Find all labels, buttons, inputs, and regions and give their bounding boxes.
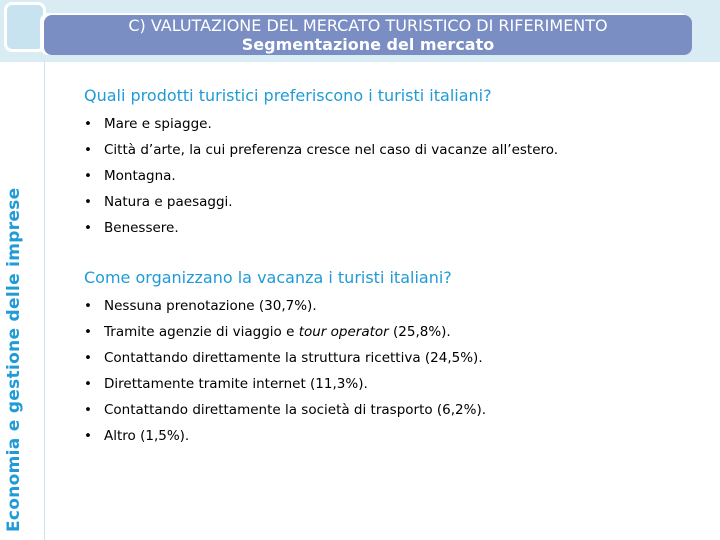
- list-item: • Benessere.: [84, 220, 179, 236]
- bullet-icon: •: [84, 142, 92, 158]
- bullet-icon: •: [84, 168, 92, 184]
- list-item: • Città d’arte, la cui preferenza cresce nel caso di vacanze all’estero.: [84, 142, 559, 158]
- section2-list: [84, 297, 486, 453]
- list-item: • Mare e spiagge.: [84, 116, 212, 132]
- emphasis-text: tour operator: [298, 324, 389, 340]
- list-item: • Montagna.: [84, 168, 176, 184]
- list-item: • Altro (1,5%).: [84, 428, 190, 444]
- list-item: • Nessuna prenotazione (30,7%).: [84, 298, 317, 314]
- title-line1: C) VALUTAZIONE DEL MERCATO TURISTICO DI RIFERIMENTO: [128, 16, 608, 35]
- title-line2: Segmentazione del mercato: [241, 35, 495, 54]
- bullet-icon: •: [84, 402, 92, 418]
- list-item: • Contattando direttamente la struttura ricettiva (24,5%).: [84, 350, 483, 366]
- slide-title: [44, 15, 692, 55]
- bullet-icon: •: [84, 324, 92, 340]
- bullet-icon: •: [84, 298, 92, 314]
- list-item: • Contattando direttamente la società di trasporto (6,2%).: [84, 402, 487, 418]
- list-item: • Natura e paesaggi.: [84, 194, 233, 210]
- list-item: • Tramite agenzie di viaggio e tour operator (25,8%).: [84, 324, 451, 340]
- section2-heading: Come organizzano la vacanza i turisti italiani?: [84, 268, 452, 287]
- side-label: Economia e gestione delle imprese: [4, 187, 24, 532]
- bullet-icon: •: [84, 116, 92, 132]
- list-item: • Direttamente tramite internet (11,3%).: [84, 376, 368, 392]
- section1-list: [84, 115, 558, 245]
- bullet-icon: •: [84, 220, 92, 236]
- bullet-icon: •: [84, 350, 92, 366]
- section1-heading: Quali prodotti turistici preferiscono i turisti italiani?: [84, 86, 492, 105]
- side-divider: [44, 62, 45, 540]
- bullet-icon: •: [84, 376, 92, 392]
- bullet-icon: •: [84, 428, 92, 444]
- bullet-icon: •: [84, 194, 92, 210]
